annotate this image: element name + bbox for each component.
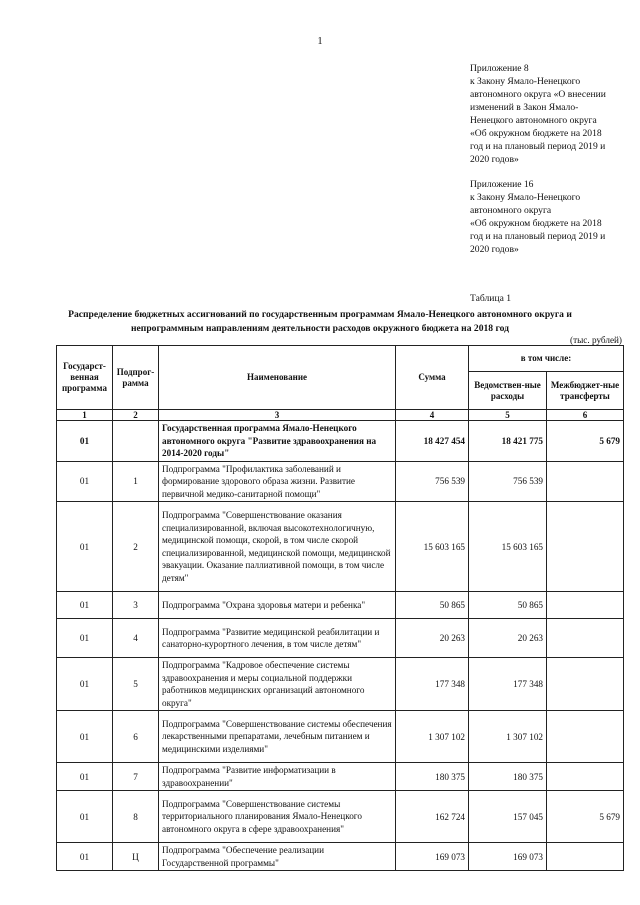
header-name: Наименование — [159, 346, 396, 410]
program-code: 01 — [57, 711, 113, 763]
appendix-8-line: 2020 годов» — [470, 154, 519, 165]
column-number: 5 — [469, 410, 547, 421]
subprogram-code: 7 — [113, 763, 159, 791]
subprogram-code: 4 — [113, 619, 159, 658]
header-transfers: Межбюджет-ные трансферты — [547, 372, 624, 410]
appendix-16-line: год и на плановый период 2019 и — [470, 231, 606, 242]
row-name: Подпрограмма "Профилактика заболеваний и формирование здорового образа жизни. Развитие первичной медико-санитарной помощи" — [159, 461, 396, 502]
row-transfers — [547, 619, 624, 658]
row-sum: 177 348 — [396, 658, 469, 711]
row-transfers: 5 679 — [547, 421, 624, 462]
table-row — [57, 619, 624, 658]
row-transfers — [547, 592, 624, 619]
row-sum: 15 603 165 — [396, 502, 469, 592]
appendix-8-line: к Закону Ямало-Ненецкого — [470, 76, 581, 87]
appendix-8-line: «Об окружном бюджете на 2018 — [470, 128, 602, 139]
row-transfers — [547, 502, 624, 592]
table-row — [57, 843, 624, 871]
table-row — [57, 421, 624, 462]
row-transfers — [547, 843, 624, 871]
column-number: 1 — [57, 410, 113, 421]
subprogram-code: 3 — [113, 592, 159, 619]
row-name: Подпрограмма "Совершенствование системы обеспечения лекарственными препаратами, лечебным питанием и медицинскими изделиями" — [159, 711, 396, 763]
subprogram-code: 2 — [113, 502, 159, 592]
row-departmental: 177 348 — [469, 658, 547, 711]
row-name: Государственная программа Ямало-Ненецкого автономного округа "Развитие здравоохранения на 2014-2020 годы" — [159, 421, 396, 462]
subprogram-code: 6 — [113, 711, 159, 763]
appendix-16-line: к Закону Ямало-Ненецкого — [470, 192, 581, 203]
row-departmental: 15 603 165 — [469, 502, 547, 592]
program-code: 01 — [57, 843, 113, 871]
row-transfers — [547, 763, 624, 791]
appendix-16-line: «Об окружном бюджете на 2018 — [470, 218, 602, 229]
row-departmental: 18 421 775 — [469, 421, 547, 462]
document-title — [0, 308, 640, 335]
program-code: 01 — [57, 791, 113, 843]
appendix-8-line: год и на плановый период 2019 и — [470, 141, 606, 152]
row-sum: 162 724 — [396, 791, 469, 843]
row-transfers — [547, 461, 624, 502]
row-name: Подпрограмма "Совершенствование оказания специализированной, включая высокотехнологичную, медицинской помощи, скорой, в том числе скорой специализированной, медицинской помощи, медицинской эвакуации. Оказание паллиативной помощи, в том числе детям" — [159, 502, 396, 592]
column-number: 4 — [396, 410, 469, 421]
subprogram-code: Ц — [113, 843, 159, 871]
row-departmental: 157 045 — [469, 791, 547, 843]
row-transfers — [547, 658, 624, 711]
unit-label: (тыс. рублей) — [570, 335, 622, 345]
row-name: Подпрограмма "Обеспечение реализации Государственной программы" — [159, 843, 396, 871]
program-code: 01 — [57, 461, 113, 502]
program-code: 01 — [57, 658, 113, 711]
title-line: непрограммным направлениям деятельности расходов окружного бюджета на 2018 год — [131, 322, 509, 334]
program-code: 01 — [57, 619, 113, 658]
table-row — [57, 502, 624, 592]
program-code: 01 — [57, 502, 113, 592]
appendix-16-line: Приложение 16 — [470, 179, 534, 190]
table-row — [57, 711, 624, 763]
row-sum: 1 307 102 — [396, 711, 469, 763]
row-name: Подпрограмма "Развитие медицинской реабилитации и санаторно-курортного лечения, в том числе детям" — [159, 619, 396, 658]
row-sum: 50 865 — [396, 592, 469, 619]
row-departmental: 20 263 — [469, 619, 547, 658]
appendix-8-line: автономного округа «О внесении — [470, 89, 606, 100]
header-including: в том числе: — [469, 346, 624, 372]
row-sum: 169 073 — [396, 843, 469, 871]
row-sum: 18 427 454 — [396, 421, 469, 462]
row-name: Подпрограмма "Охрана здоровья матери и ребенка" — [159, 592, 396, 619]
row-transfers: 5 679 — [547, 791, 624, 843]
row-departmental: 169 073 — [469, 843, 547, 871]
row-departmental: 756 539 — [469, 461, 547, 502]
appendix-8-line: Приложение 8 — [470, 63, 529, 74]
header-departmental: Ведомствен-ные расходы — [469, 372, 547, 410]
table-label: Таблица 1 — [470, 293, 512, 304]
budget-table — [56, 345, 624, 871]
column-number: 3 — [159, 410, 396, 421]
column-number: 2 — [113, 410, 159, 421]
column-number: 6 — [547, 410, 624, 421]
appendix-8-block — [470, 62, 630, 166]
program-code: 01 — [57, 592, 113, 619]
row-sum: 20 263 — [396, 619, 469, 658]
program-code: 01 — [57, 421, 113, 462]
table-row — [57, 763, 624, 791]
table-row — [57, 658, 624, 711]
header-program: Государст-венная программа — [57, 346, 113, 410]
row-name: Подпрограмма "Совершенствование системы территориального планирования Ямало-Ненецкого автономного округа в сфере здравоохранения" — [159, 791, 396, 843]
table-row — [57, 592, 624, 619]
row-departmental: 50 865 — [469, 592, 547, 619]
title-line: Распределение бюджетных ассигнований по государственным программам Ямало-Ненецкого автономного округа и — [68, 309, 572, 320]
header-sum: Сумма — [396, 346, 469, 410]
row-departmental: 180 375 — [469, 763, 547, 791]
row-sum: 756 539 — [396, 461, 469, 502]
header-subprogram: Подпрог-рамма — [113, 346, 159, 410]
row-departmental: 1 307 102 — [469, 711, 547, 763]
appendix-8-line: Ненецкого автономного округа — [470, 115, 597, 126]
subprogram-code: 5 — [113, 658, 159, 711]
row-transfers — [547, 711, 624, 763]
appendix-16-block — [470, 178, 630, 256]
subprogram-code — [113, 421, 159, 462]
row-sum: 180 375 — [396, 763, 469, 791]
row-name: Подпрограмма "Развитие информатизации в здравоохранении" — [159, 763, 396, 791]
subprogram-code: 8 — [113, 791, 159, 843]
subprogram-code: 1 — [113, 461, 159, 502]
page-number: 1 — [317, 36, 323, 47]
table-row — [57, 791, 624, 843]
appendix-8-line: изменений в Закон Ямало- — [470, 102, 579, 113]
program-code: 01 — [57, 763, 113, 791]
appendix-16-line: 2020 годов» — [470, 244, 519, 255]
appendix-16-line: автономного округа — [470, 205, 552, 216]
table-row — [57, 461, 624, 502]
row-name: Подпрограмма "Кадровое обеспечение системы здравоохранения и меры социальной поддержки работников медицинских организаций автономного округа" — [159, 658, 396, 711]
